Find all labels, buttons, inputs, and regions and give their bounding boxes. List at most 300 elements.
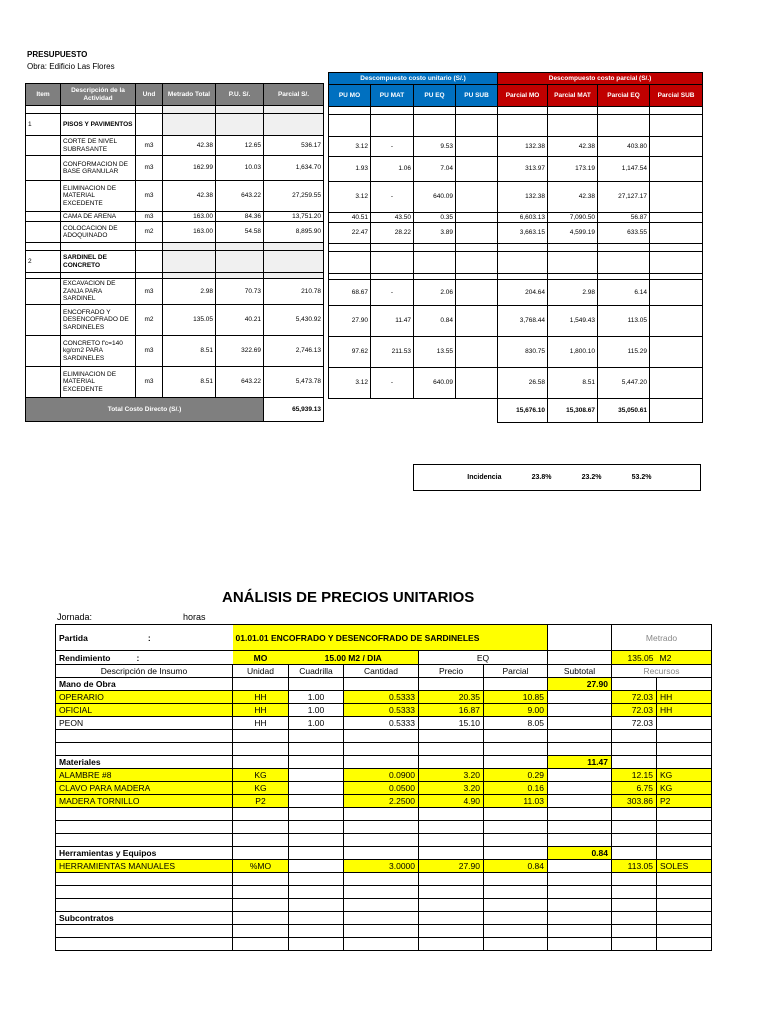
empty-cell — [598, 115, 650, 137]
empty-cell — [344, 730, 419, 743]
p-mo-cell: 132.38 — [498, 137, 548, 157]
empty-cell — [289, 743, 344, 756]
empty-cell — [548, 244, 598, 252]
empty-cell — [233, 743, 289, 756]
empty-cell — [56, 925, 233, 938]
insumo-recursos: 113.05 — [612, 860, 657, 873]
empty-cell — [650, 107, 703, 115]
empty-cell — [371, 244, 414, 252]
unit-cell: m2 — [136, 222, 163, 243]
apu-row — [56, 782, 712, 795]
p-mo-cell: 6,603.13 — [498, 213, 548, 223]
empty-cell — [657, 886, 712, 899]
group-unit-header: Descompuesto costo unitario (S/.) — [329, 73, 498, 85]
pu-sub-cell — [456, 157, 498, 182]
header-cell: Metrado Total — [163, 84, 216, 106]
empty-cell — [548, 704, 612, 717]
insumo-precio: 16.87 — [419, 704, 484, 717]
header-cell: PU MAT — [371, 85, 414, 107]
empty-cell — [216, 251, 264, 273]
item-cell — [26, 181, 61, 212]
empty-cell — [456, 399, 498, 423]
empty-cell — [484, 912, 548, 925]
pu-eq-cell: 640.09 — [414, 368, 456, 399]
metrado-cell: 135.05 — [163, 305, 216, 336]
p-sub-cell — [650, 280, 703, 306]
empty-cell — [548, 834, 612, 847]
insumo-unit: HH — [233, 717, 289, 730]
insumo-recursos-unit: P2 — [657, 795, 712, 808]
apu-section-name: Herramientas y Equipos — [56, 847, 233, 860]
empty-cell — [264, 106, 324, 114]
insumo-cuadrilla — [289, 769, 344, 782]
empty-cell — [612, 678, 657, 691]
apu-row — [56, 704, 712, 717]
empty-cell — [612, 730, 657, 743]
insumo-cantidad: 0.5333 — [344, 717, 419, 730]
empty-cell — [344, 886, 419, 899]
insumo-precio: 4.90 — [419, 795, 484, 808]
pu-cell: 84.36 — [216, 212, 264, 222]
insumo-cantidad: 0.0900 — [344, 769, 419, 782]
insumo-cantidad: 0.5333 — [344, 691, 419, 704]
pu-mat-cell: 11.47 — [371, 306, 414, 337]
empty-cell — [657, 938, 712, 951]
empty-cell — [657, 912, 712, 925]
pu-mat-cell: - — [371, 368, 414, 399]
activity-desc: ELIMINACION DE MATERIAL EXCEDENTE — [61, 181, 136, 212]
insumo-recursos: 12.15 — [612, 769, 657, 782]
rendimiento-label: Rendimiento — [59, 652, 111, 663]
total-value: 65,939.13 — [264, 398, 324, 422]
empty-cell — [484, 730, 548, 743]
insumo-parcial: 10.85 — [484, 691, 548, 704]
budget-row — [26, 279, 324, 305]
empty-cell — [612, 743, 657, 756]
pu-sub-cell — [456, 213, 498, 223]
empty-cell — [456, 115, 498, 137]
insumo-parcial: 9.00 — [484, 704, 548, 717]
activity-desc: CONFORMACION DE BASE GRANULAR — [61, 156, 136, 181]
empty-cell — [163, 243, 216, 251]
item-cell — [26, 305, 61, 336]
empty-cell — [419, 847, 484, 860]
insumo-cuadrilla — [289, 795, 344, 808]
blank-row — [329, 107, 703, 115]
apu-header-cell: Cuadrilla — [289, 665, 344, 678]
apu-row — [56, 795, 712, 808]
empty-cell — [484, 886, 548, 899]
empty-cell — [657, 834, 712, 847]
insumo-recursos-unit: HH — [657, 704, 712, 717]
empty-cell — [56, 743, 233, 756]
breakdown-row — [329, 306, 703, 337]
section-item: 1 — [26, 114, 61, 136]
empty-cell — [612, 808, 657, 821]
p-mo-cell: 830.75 — [498, 337, 548, 368]
pu-eq-cell: 0.35 — [414, 213, 456, 223]
p-sub-cell — [650, 368, 703, 399]
activity-desc: ELIMINACION DE MATERIAL EXCEDENTE — [61, 367, 136, 398]
empty-cell — [289, 873, 344, 886]
pu-mo-cell: 40.51 — [329, 213, 371, 223]
empty-cell — [484, 925, 548, 938]
empty-cell — [233, 730, 289, 743]
insumo-cuadrilla — [289, 860, 344, 873]
breakdown-row — [329, 137, 703, 157]
empty-cell — [414, 252, 456, 274]
empty-cell — [344, 756, 419, 769]
empty-cell — [233, 938, 289, 951]
empty-cell — [329, 244, 371, 252]
empty-cell — [344, 821, 419, 834]
empty-cell — [289, 678, 344, 691]
apu-title: ANÁLISIS DE PRECIOS UNITARIOS — [222, 589, 475, 606]
insumo-desc: OPERARIO — [56, 691, 233, 704]
pu-mo-cell: 3.12 — [329, 368, 371, 399]
blank-row — [56, 743, 712, 756]
blank-row — [56, 834, 712, 847]
parcial-cell: 5,473.78 — [264, 367, 324, 398]
budget-row — [26, 181, 324, 212]
blank-row — [56, 730, 712, 743]
header-cell: Parcial MAT — [548, 85, 598, 107]
empty-cell — [484, 821, 548, 834]
parcial-cell: 27,259.55 — [264, 181, 324, 212]
p-mat-cell: 42.38 — [548, 182, 598, 213]
empty-cell — [657, 847, 712, 860]
p-sub-cell — [650, 213, 703, 223]
p-eq-cell: 633.55 — [598, 223, 650, 244]
activity-desc: ENCOFRADO Y DESENCOFRADO DE SARDINELES — [61, 305, 136, 336]
empty-cell — [26, 106, 61, 114]
empty-cell — [163, 251, 216, 273]
header-cell: Parcial EQ — [598, 85, 650, 107]
pu-sub-cell — [456, 337, 498, 368]
pu-sub-cell — [456, 182, 498, 213]
blank-row — [56, 821, 712, 834]
total-row — [329, 399, 703, 423]
empty-cell — [650, 252, 703, 274]
empty-cell — [498, 107, 548, 115]
insumo-recursos: 72.03 — [612, 717, 657, 730]
blank-row — [56, 873, 712, 886]
apu-section-row — [56, 912, 712, 925]
section-item: 2 — [26, 251, 61, 273]
breakdown-row — [329, 223, 703, 244]
empty-cell — [548, 743, 612, 756]
p-mo-cell: 3,768.44 — [498, 306, 548, 337]
empty-cell — [414, 399, 456, 423]
empty-cell — [548, 899, 612, 912]
insumo-desc: MADERA TORNILLO — [56, 795, 233, 808]
incidencia-mo: 23.8% — [504, 465, 554, 491]
empty-cell — [548, 115, 598, 137]
empty-cell — [289, 847, 344, 860]
blank-row — [56, 808, 712, 821]
blank-row — [26, 243, 324, 251]
insumo-recursos: 72.03 — [612, 704, 657, 717]
empty-cell — [657, 873, 712, 886]
pu-sub-cell — [456, 223, 498, 244]
empty-cell — [484, 847, 548, 860]
header-cell: Parcial S/. — [264, 84, 324, 106]
header-cell: P.U. S/. — [216, 84, 264, 106]
empty-cell — [612, 912, 657, 925]
header-cell: Item — [26, 84, 61, 106]
empty-cell — [233, 756, 289, 769]
pu-cell: 40.21 — [216, 305, 264, 336]
budget-header-row — [26, 84, 324, 106]
empty-cell — [484, 678, 548, 691]
empty-cell — [329, 107, 371, 115]
apu-section-row — [56, 678, 712, 691]
apu-header-cell: Cantidad — [344, 665, 419, 678]
item-cell — [26, 279, 61, 305]
section-row — [329, 115, 703, 137]
pu-cell: 10.03 — [216, 156, 264, 181]
empty-cell — [456, 244, 498, 252]
empty-cell — [548, 873, 612, 886]
empty-cell — [344, 925, 419, 938]
header-cell: Und — [136, 84, 163, 106]
empty-cell — [371, 115, 414, 137]
empty-cell — [612, 847, 657, 860]
apu-row — [56, 717, 712, 730]
empty-cell — [598, 252, 650, 274]
empty-cell — [548, 795, 612, 808]
empty-cell — [548, 938, 612, 951]
empty-cell — [233, 821, 289, 834]
empty-cell — [548, 107, 598, 115]
pu-mo-cell: 3.12 — [329, 137, 371, 157]
apu-section-row — [56, 847, 712, 860]
p-mat-cell: 2.98 — [548, 280, 598, 306]
budget-row — [26, 367, 324, 398]
incidencia-empty — [654, 465, 701, 491]
insumo-recursos: 303.86 — [612, 795, 657, 808]
parcial-cell: 210.78 — [264, 279, 324, 305]
item-cell — [26, 336, 61, 367]
empty-cell — [612, 834, 657, 847]
breakdown-row — [329, 368, 703, 399]
empty-cell — [289, 938, 344, 951]
empty-cell — [548, 730, 612, 743]
empty-cell — [498, 115, 548, 137]
p-mat-cell: 4,599.19 — [548, 223, 598, 244]
activity-desc: EXCAVACION DE ZANJA PARA SARDINEL — [61, 279, 136, 305]
unit-cell: m2 — [136, 305, 163, 336]
total-eq: 35,050.61 — [598, 399, 650, 423]
group-partial-header: Descompuesto costo parcial (S/.) — [498, 73, 703, 85]
breakdown-row — [329, 280, 703, 306]
metrado-cell: 42.38 — [163, 181, 216, 212]
empty-cell — [163, 114, 216, 136]
pu-cell: 322.69 — [216, 336, 264, 367]
budget-title: PRESUPUESTO — [27, 50, 88, 59]
header-cell: PU MO — [329, 85, 371, 107]
p-sub-cell — [650, 157, 703, 182]
insumo-precio: 27.90 — [419, 860, 484, 873]
pu-sub-cell — [456, 306, 498, 337]
p-sub-cell — [650, 182, 703, 213]
p-sub-cell — [650, 306, 703, 337]
empty-cell — [216, 114, 264, 136]
empty-cell — [657, 678, 712, 691]
section-name: SARDINEL DE CONCRETO — [61, 251, 136, 273]
p-eq-cell: 6.14 — [598, 280, 650, 306]
p-eq-cell: 113.05 — [598, 306, 650, 337]
parcial-cell: 1,634.70 — [264, 156, 324, 181]
breakdown-group-header — [329, 73, 703, 85]
metrado-unit: M2 — [657, 651, 712, 665]
insumo-cantidad: 0.5333 — [344, 704, 419, 717]
insumo-unit: HH — [233, 691, 289, 704]
pu-eq-cell: 9.53 — [414, 137, 456, 157]
empty-cell — [329, 399, 371, 423]
empty-cell — [289, 756, 344, 769]
insumo-cuadrilla — [289, 782, 344, 795]
empty-cell — [56, 873, 233, 886]
insumo-precio: 3.20 — [419, 782, 484, 795]
empty-cell — [657, 743, 712, 756]
breakdown-row — [329, 337, 703, 368]
empty-cell — [233, 808, 289, 821]
insumo-recursos-unit: KG — [657, 782, 712, 795]
empty-cell — [414, 115, 456, 137]
activity-desc: CAMA DE ARENA — [61, 212, 136, 222]
empty-cell — [548, 808, 612, 821]
empty-cell — [344, 873, 419, 886]
empty-cell — [264, 251, 324, 273]
empty-cell — [657, 821, 712, 834]
pu-sub-cell — [456, 137, 498, 157]
p-sub-cell — [650, 137, 703, 157]
empty-cell — [216, 243, 264, 251]
metrado-cell: 163.00 — [163, 222, 216, 243]
insumo-recursos-unit: SOLES — [657, 860, 712, 873]
insumo-desc: OFICIAL — [56, 704, 233, 717]
pu-eq-cell: 7.04 — [414, 157, 456, 182]
p-eq-cell: 1,147.54 — [598, 157, 650, 182]
apu-subtotal: 0.84 — [548, 847, 612, 860]
breakdown-row — [329, 157, 703, 182]
budget-row — [26, 336, 324, 367]
apu-header-cell: Precio — [419, 665, 484, 678]
pu-cell: 54.58 — [216, 222, 264, 243]
apu-row — [56, 769, 712, 782]
apu-section-name: Materiales — [56, 756, 233, 769]
partida-value: 01.01.01 ENCOFRADO Y DESENCOFRADO DE SARDINELES — [233, 625, 548, 651]
pu-mat-cell: 28.22 — [371, 223, 414, 244]
blank-row — [56, 938, 712, 951]
jornada-label: Jornada: — [57, 612, 93, 622]
p-sub-cell — [650, 337, 703, 368]
empty-cell — [56, 834, 233, 847]
insumo-unit: %MO — [233, 860, 289, 873]
pu-mo-cell: 3.12 — [329, 182, 371, 213]
pu-mat-cell: 43.50 — [371, 213, 414, 223]
empty-cell — [233, 886, 289, 899]
p-sub-cell — [650, 223, 703, 244]
total-sub — [650, 399, 703, 423]
unit-cell: m3 — [136, 212, 163, 222]
blank-row — [329, 244, 703, 252]
rend-mo: MO — [233, 651, 289, 665]
empty-cell — [371, 399, 414, 423]
empty-cell — [56, 808, 233, 821]
empty-cell — [289, 834, 344, 847]
empty-cell — [419, 886, 484, 899]
insumo-desc: CLAVO PARA MADERA — [56, 782, 233, 795]
empty-cell — [484, 743, 548, 756]
pu-eq-cell: 3.89 — [414, 223, 456, 244]
rend-eq: EQ — [419, 651, 548, 665]
rend-value: 15.00 M2 / DIA — [289, 651, 419, 665]
empty-cell — [344, 899, 419, 912]
empty-cell — [216, 106, 264, 114]
empty-cell — [598, 244, 650, 252]
empty-cell — [548, 925, 612, 938]
empty-cell — [329, 115, 371, 137]
empty-cell — [419, 821, 484, 834]
empty-cell — [612, 756, 657, 769]
empty-cell — [233, 873, 289, 886]
total-label: Total Costo Directo (S/.) — [26, 398, 264, 422]
header-cell: PU SUB — [456, 85, 498, 107]
apu-section-name: Mano de Obra — [56, 678, 233, 691]
apu-header-row — [56, 665, 712, 678]
partida-label: Partida — [59, 632, 88, 643]
empty-cell — [612, 821, 657, 834]
header-cell: PU EQ — [414, 85, 456, 107]
insumo-recursos-unit: KG — [657, 769, 712, 782]
pu-cell: 643.22 — [216, 181, 264, 212]
empty-cell — [289, 912, 344, 925]
partida-colon: : — [147, 632, 151, 643]
empty-cell — [136, 106, 163, 114]
pu-mat-cell: - — [371, 182, 414, 213]
breakdown-row — [329, 182, 703, 213]
pu-mo-cell: 97.62 — [329, 337, 371, 368]
empty-cell — [419, 756, 484, 769]
apu-header-cell: Parcial — [484, 665, 548, 678]
empty-cell — [56, 821, 233, 834]
empty-cell — [329, 252, 371, 274]
empty-cell — [657, 808, 712, 821]
item-cell — [26, 222, 61, 243]
p-eq-cell: 56.87 — [598, 213, 650, 223]
section-row — [26, 114, 324, 136]
budget-row — [26, 305, 324, 336]
empty-cell — [484, 873, 548, 886]
empty-cell — [612, 899, 657, 912]
apu-row — [56, 860, 712, 873]
parcial-cell: 2,746.13 — [264, 336, 324, 367]
pu-mat-cell: 1.06 — [371, 157, 414, 182]
item-cell — [26, 367, 61, 398]
empty-cell — [657, 925, 712, 938]
insumo-cantidad: 0.0500 — [344, 782, 419, 795]
empty-cell — [233, 834, 289, 847]
empty-cell — [136, 114, 163, 136]
insumo-unit: KG — [233, 769, 289, 782]
p-mo-cell: 3,663.15 — [498, 223, 548, 244]
parcial-cell: 536.17 — [264, 136, 324, 156]
insumo-desc: PEON — [56, 717, 233, 730]
blank-row — [56, 899, 712, 912]
apu-header-cell: Recursos — [612, 665, 712, 678]
